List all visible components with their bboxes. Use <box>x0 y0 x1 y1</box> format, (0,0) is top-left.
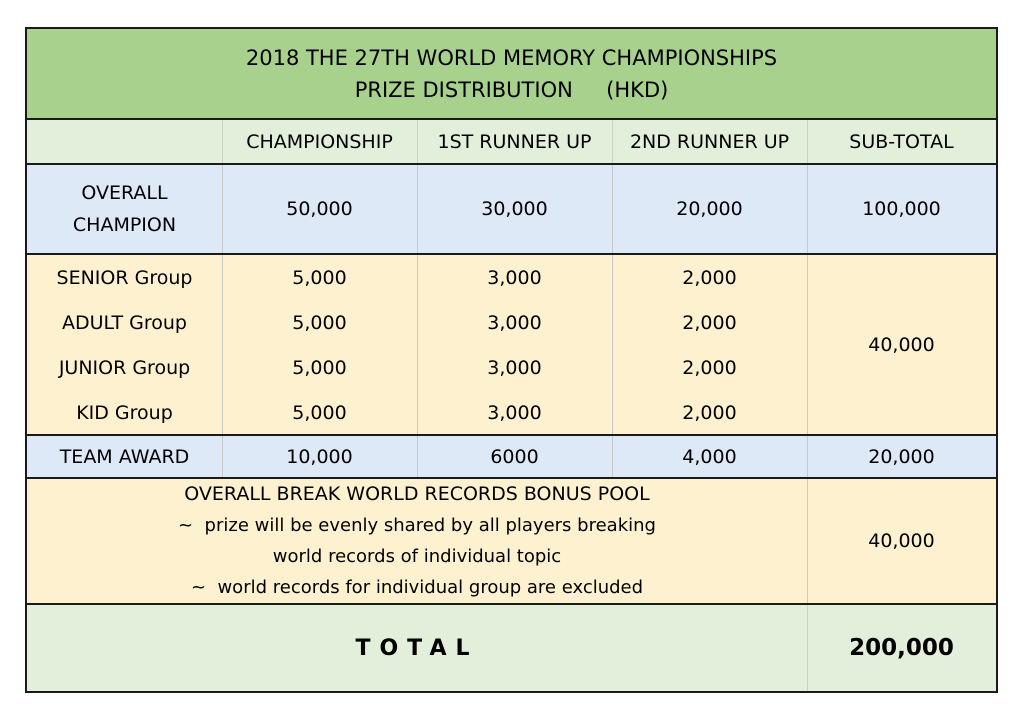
header-row <box>27 120 996 165</box>
overall-champion-row <box>27 165 996 255</box>
team-championship-value: 10,000 <box>286 445 353 468</box>
overall-championship-value: 50,000 <box>286 198 353 220</box>
table-title <box>27 29 996 120</box>
group-value: 2,000 <box>682 266 737 289</box>
divider <box>612 120 613 163</box>
group-value: 5,000 <box>292 266 347 289</box>
group-label-senior: SENIOR Group <box>56 266 193 289</box>
overall-label <box>27 165 222 253</box>
groups-subtotal: 40,000 <box>868 333 935 356</box>
group-value: 3,000 <box>487 266 542 289</box>
age-groups-block <box>27 255 996 436</box>
group-value: 5,000 <box>292 401 347 424</box>
group-label-kid: KID Group <box>76 401 173 424</box>
team-label: TEAM AWARD <box>59 445 190 468</box>
title-line-1: 2018 THE 27TH WORLD MEMORY CHAMPIONSHIPS <box>245 45 778 70</box>
divider <box>807 120 808 163</box>
total-value: 200,000 <box>849 635 954 661</box>
team-award-row <box>27 436 996 479</box>
prize-table <box>25 27 998 693</box>
divider <box>417 120 418 163</box>
divider <box>807 255 808 434</box>
header-1st-runner-up: 1ST RUNNER UP <box>437 130 592 153</box>
group-label-junior: JUNIOR Group <box>58 356 191 379</box>
overall-label-line-2: CHAMPION <box>72 214 177 236</box>
divider <box>612 255 613 434</box>
team-1st-runner-up-value: 6000 <box>490 445 539 468</box>
overall-1st-runner-up-value: 30,000 <box>481 198 548 220</box>
header-cell-empty <box>27 120 222 163</box>
group-value: 3,000 <box>487 401 542 424</box>
divider <box>417 436 418 477</box>
team-subtotal: 20,000 <box>868 445 935 468</box>
group-value: 2,000 <box>682 401 737 424</box>
group-value: 2,000 <box>682 356 737 379</box>
header-2nd-runner-up: 2ND RUNNER UP <box>629 130 790 153</box>
divider <box>222 165 223 253</box>
divider <box>222 436 223 477</box>
bonus-pool-description <box>27 479 807 603</box>
team-2nd-runner-up-value: 4,000 <box>682 445 737 468</box>
divider <box>807 165 808 253</box>
group-value: 5,000 <box>292 311 347 334</box>
divider <box>807 436 808 477</box>
group-value: 3,000 <box>487 356 542 379</box>
bonus-pool-row <box>27 479 996 605</box>
group-value: 3,000 <box>487 311 542 334</box>
divider <box>612 165 613 253</box>
group-label-adult: ADULT Group <box>62 311 187 334</box>
total-label: TOTAL <box>355 635 479 661</box>
divider <box>807 605 808 691</box>
title-line-2: PRIZE DISTRIBUTION (HKD) <box>354 77 669 102</box>
divider <box>222 255 223 434</box>
group-value: 5,000 <box>292 356 347 379</box>
header-championship: CHAMPIONSHIP <box>246 130 393 153</box>
bonus-pool-title: OVERALL BREAK WORLD RECORDS BONUS POOL <box>184 483 650 505</box>
group-value: 2,000 <box>682 311 737 334</box>
overall-label-line-1: OVERALL <box>81 182 168 204</box>
divider <box>807 479 808 603</box>
overall-subtotal: 100,000 <box>862 198 941 220</box>
divider <box>417 255 418 434</box>
header-sub-total: SUB-TOTAL <box>849 130 954 153</box>
divider <box>612 436 613 477</box>
bonus-pool-note-2: world records of individual topic <box>272 546 562 567</box>
bonus-subtotal: 40,000 <box>868 530 935 552</box>
divider <box>222 120 223 163</box>
divider <box>417 165 418 253</box>
total-row <box>27 605 996 691</box>
overall-2nd-runner-up-value: 20,000 <box>676 198 743 220</box>
bonus-pool-note-1: ~ prize will be evenly shared by all players breaking <box>178 515 656 536</box>
bonus-pool-note-3: ~ world records for individual group are excluded <box>190 577 644 598</box>
